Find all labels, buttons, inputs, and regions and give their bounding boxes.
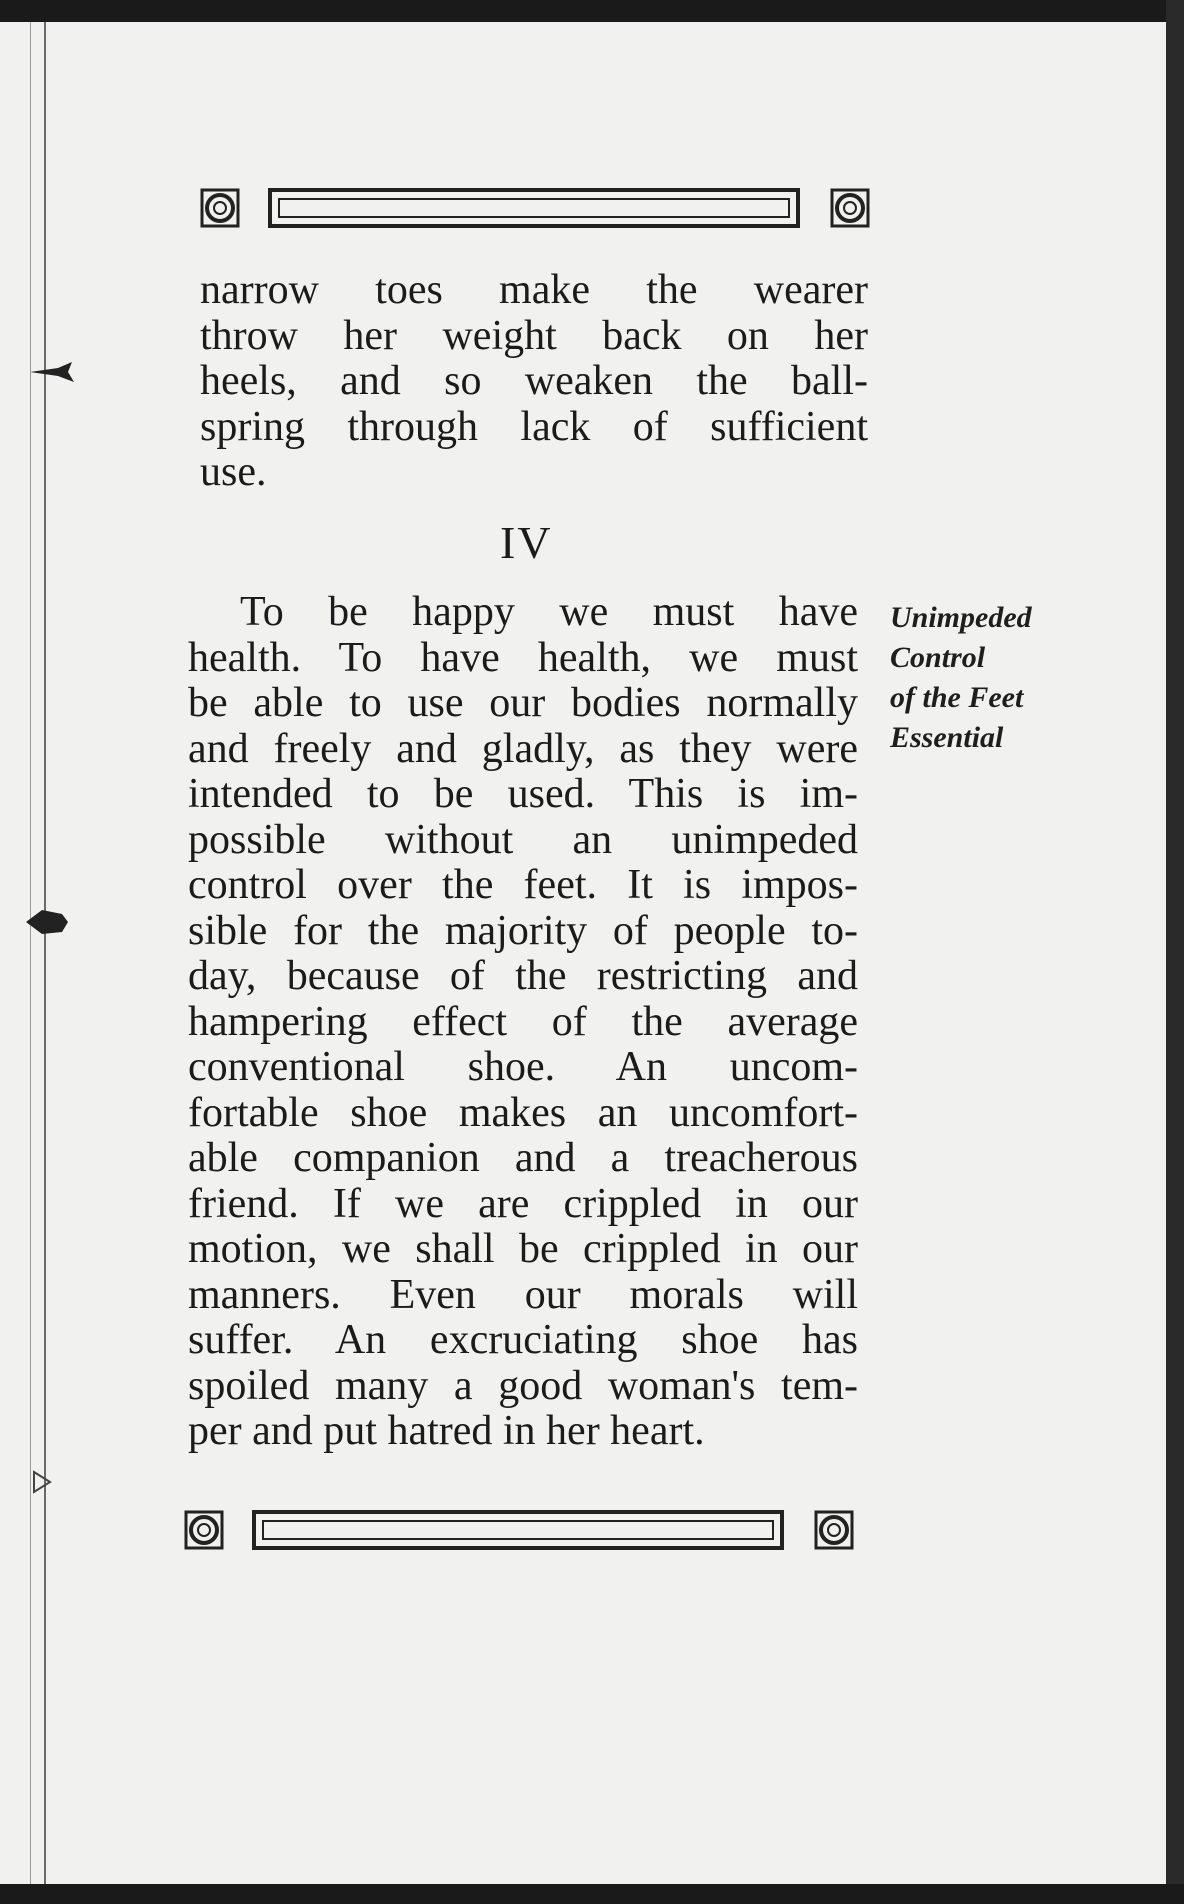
text-line: intended to be used. This is im- — [188, 771, 858, 817]
margin-note — [890, 598, 1032, 758]
text-line: heels, and so weaken the ball- — [200, 358, 868, 404]
rosette-icon — [184, 1510, 224, 1550]
binding-mark-icon — [22, 904, 70, 940]
ornament-bar — [252, 1510, 784, 1550]
text-line: fortable shoe makes an uncomfort- — [188, 1089, 858, 1136]
text-line: motion, we shall be crippled in our — [188, 1226, 858, 1272]
text-line: able companion and a treacherous — [188, 1135, 858, 1181]
margin-note-line: Control — [890, 641, 986, 674]
text-line: control over the feet. It is impos- — [188, 862, 858, 908]
top-ornament — [200, 188, 872, 228]
text-line: use. — [200, 449, 267, 495]
text-line: manners. Even our morals will — [188, 1271, 858, 1318]
bottom-ornament — [184, 1510, 856, 1550]
scan-edge-bottom — [0, 1884, 1184, 1904]
text-line: spring through lack of sufficient — [200, 403, 868, 450]
margin-note-line: of the Feet — [890, 681, 1024, 714]
scan-edge-right — [1166, 0, 1184, 1904]
binding-line — [44, 22, 46, 1884]
binding-mark-icon — [24, 1468, 54, 1498]
text-line: spoiled many a good woman's tem- — [188, 1362, 858, 1409]
section-numeral: IV — [500, 517, 553, 568]
text-line: throw her weight back on her — [200, 312, 868, 359]
page-edge-line — [30, 22, 31, 1884]
binding-mark-icon — [28, 356, 76, 386]
rosette-icon — [814, 1510, 854, 1550]
text-line: and freely and gladly, as they were — [188, 725, 858, 772]
text-line: narrow toes make the wearer — [200, 267, 868, 313]
text-line: conventional shoe. An uncom- — [188, 1044, 858, 1090]
margin-note-line: Unimpeded — [890, 601, 1032, 634]
text-line: friend. If we are crippled in our — [188, 1180, 858, 1227]
text-line: possible without an unimpeded — [188, 816, 858, 863]
margin-note-line: Essential — [890, 721, 1004, 754]
text-line: suffer. An excruciating shoe has — [188, 1317, 858, 1363]
continuation-paragraph — [200, 268, 868, 496]
text-line: per and put hatred in her heart. — [188, 1408, 705, 1454]
text-line: health. To have health, we must — [188, 634, 858, 681]
rosette-icon — [830, 188, 870, 228]
text-line: sible for the majority of people to- — [188, 907, 858, 954]
ornament-bar — [268, 188, 800, 228]
text-line: day, because of the restricting and — [188, 953, 858, 999]
text-line: be able to use our bodies normally — [188, 680, 858, 726]
rosette-icon — [200, 188, 240, 228]
text-line: To be happy we must have — [240, 589, 858, 635]
body-paragraph — [188, 590, 858, 1455]
text-line: hampering effect of the average — [188, 998, 858, 1045]
